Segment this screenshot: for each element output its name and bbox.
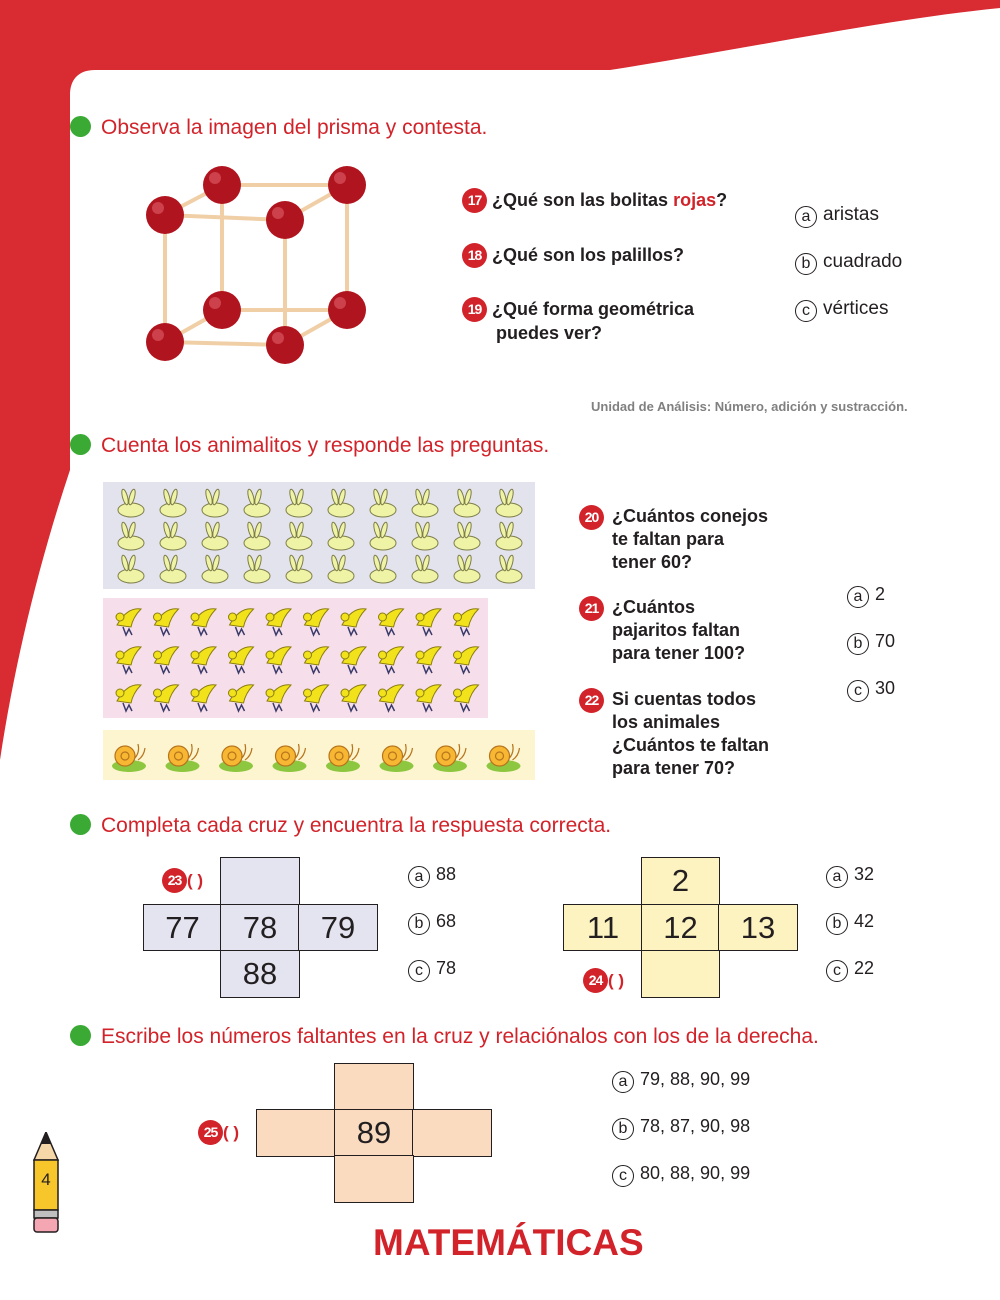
cross3-center-cell: 89 — [334, 1109, 414, 1157]
question-20: 20 ¿Cuántos conejos te faltan para tener 60? — [579, 505, 768, 574]
option-letter-c: c — [847, 680, 869, 702]
cross3-top-cell[interactable] — [334, 1063, 414, 1111]
option-a[interactable]: a aristas — [795, 204, 879, 228]
bullet-dot-icon — [70, 1025, 91, 1046]
option-a[interactable]: a 32 — [826, 864, 874, 888]
question-19: 19 ¿Qué forma geométrica puedes ver? — [462, 297, 694, 345]
section4-heading: Escribe los números faltantes en la cruz y relaciónalos con los de la derecha. — [70, 1025, 819, 1049]
cross1-bottom-cell: 88 — [220, 950, 300, 998]
cross2-left-cell: 11 — [563, 904, 643, 951]
answer-slot-25[interactable]: 25 ( ) — [198, 1120, 239, 1145]
cross2-bottom-cell[interactable] — [641, 950, 720, 998]
option-a[interactable]: a 79, 88, 90, 99 — [612, 1069, 750, 1093]
option-b[interactable]: b 42 — [826, 911, 874, 935]
option-c[interactable]: c 78 — [408, 958, 456, 982]
question-number-badge: 22 — [579, 688, 604, 713]
page-number: 4 — [41, 1170, 51, 1189]
option-letter-b: b — [408, 913, 430, 935]
cross3-left-cell[interactable] — [256, 1109, 336, 1157]
option-letter-b: b — [612, 1118, 634, 1140]
option-b[interactable]: b 70 — [847, 631, 895, 655]
answer-slot-24[interactable]: 24 ( ) — [583, 968, 624, 993]
question-number-badge: 18 — [462, 243, 487, 268]
question-number-badge: 21 — [579, 596, 604, 621]
footer-title: MATEMÁTICAS — [373, 1222, 644, 1263]
question-number-badge: 19 — [462, 297, 487, 322]
option-letter-b: b — [847, 633, 869, 655]
bullet-dot-icon — [70, 116, 91, 137]
question-number-badge: 20 — [579, 505, 604, 530]
option-c[interactable]: c 80, 88, 90, 99 — [612, 1163, 750, 1187]
birds-strip — [103, 598, 488, 718]
option-letter-c: c — [612, 1165, 634, 1187]
snails-strip — [103, 730, 535, 780]
option-b[interactable]: b 78, 87, 90, 98 — [612, 1116, 750, 1140]
question-number-badge: 17 — [462, 188, 487, 213]
question-18: 18 ¿Qué son los palillos? — [462, 243, 684, 268]
option-letter-a: a — [408, 866, 430, 888]
question-number-badge: 24 — [583, 968, 608, 993]
question-17: 17 ¿Qué son las bolitas rojas? — [462, 188, 727, 213]
prism-illustration — [135, 160, 375, 370]
cross3-right-cell[interactable] — [412, 1109, 492, 1157]
cross2-top-cell: 2 — [641, 857, 720, 905]
option-c[interactable]: c 30 — [847, 678, 895, 702]
option-b[interactable]: b 68 — [408, 911, 456, 935]
cross2-center-cell: 12 — [641, 904, 720, 951]
option-c[interactable]: c 22 — [826, 958, 874, 982]
unit-note: Unidad de Análisis: Número, adición y sustracción. — [591, 399, 908, 414]
option-letter-a: a — [795, 206, 817, 228]
cross1-right-cell: 79 — [298, 904, 378, 951]
cross1-top-cell[interactable] — [220, 857, 300, 905]
option-letter-a: a — [847, 586, 869, 608]
option-letter-c: c — [795, 300, 817, 322]
bullet-dot-icon — [70, 814, 91, 835]
option-a[interactable]: a 88 — [408, 864, 456, 888]
section1-heading: Observa la imagen del prisma y contesta. — [70, 116, 487, 140]
question-number-badge: 25 — [198, 1120, 223, 1145]
option-letter-a: a — [612, 1071, 634, 1093]
option-letter-a: a — [826, 866, 848, 888]
bullet-dot-icon — [70, 434, 91, 455]
section3-heading: Completa cada cruz y encuentra la respuesta correcta. — [70, 814, 611, 838]
answer-slot-23[interactable]: 23 ( ) — [162, 868, 203, 893]
question-21: 21 ¿Cuántos pajaritos faltan para tener 100? — [579, 596, 745, 665]
cross2-right-cell: 13 — [718, 904, 798, 951]
option-c[interactable]: c vértices — [795, 298, 888, 322]
cross1-center-cell: 78 — [220, 904, 300, 951]
option-letter-c: c — [826, 960, 848, 982]
question-22: 22 Si cuentas todos los animales ¿Cuántos te faltan para tener 70? — [579, 688, 769, 780]
cross1-left-cell: 77 — [143, 904, 222, 951]
rabbits-strip — [103, 482, 535, 589]
option-letter-c: c — [408, 960, 430, 982]
option-letter-b: b — [826, 913, 848, 935]
section2-heading: Cuenta los animalitos y responde las preguntas. — [70, 434, 549, 458]
question-number-badge: 23 — [162, 868, 187, 893]
option-letter-b: b — [795, 253, 817, 275]
option-a[interactable]: a 2 — [847, 584, 885, 608]
option-b[interactable]: b cuadrado — [795, 251, 902, 275]
cross3-bottom-cell[interactable] — [334, 1155, 414, 1203]
